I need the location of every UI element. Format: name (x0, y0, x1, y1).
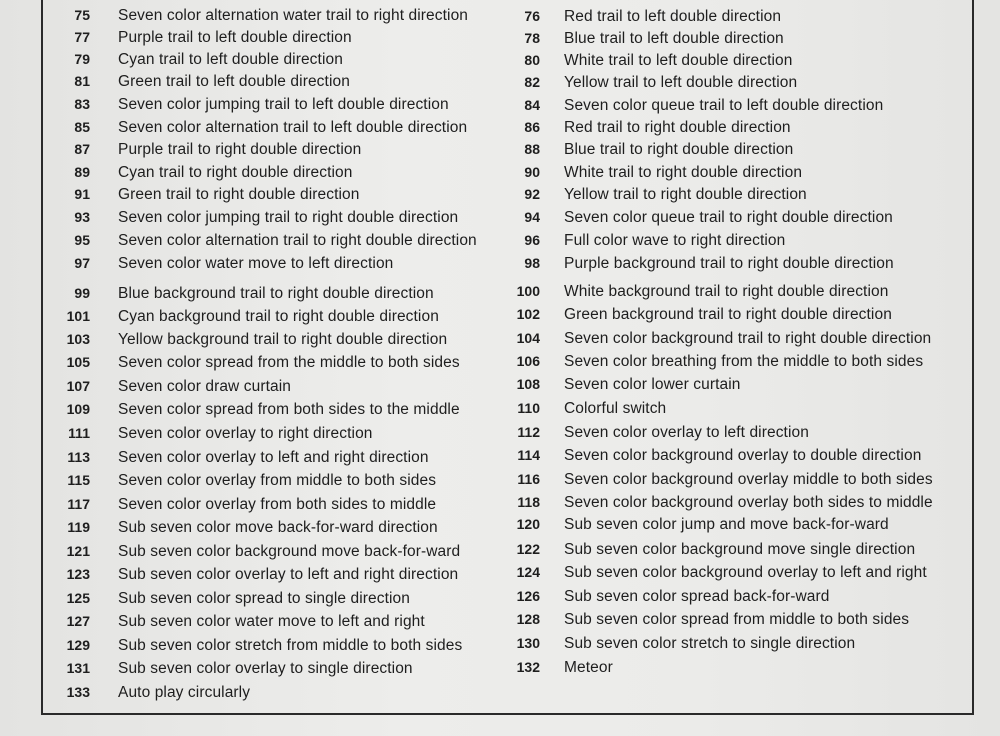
mode-description: Seven color overlay from middle to both sides (118, 472, 437, 489)
mode-description: Seven color breathing from the middle to both sides (564, 353, 924, 370)
mode-description: Seven color alternation trail to left double direction (118, 119, 468, 136)
mode-number: 112 (517, 424, 540, 440)
mode-number: 132 (516, 659, 540, 675)
mode-number: 85 (74, 119, 90, 135)
mode-entry (510, 282, 888, 301)
mode-number: 82 (524, 74, 540, 90)
mode-number: 88 (524, 141, 540, 157)
mode-entry (56, 659, 413, 678)
mode-description: Seven color overlay to left direction (564, 424, 809, 441)
mode-description: Purple background trail to right double direction (564, 255, 894, 272)
mode-entry (510, 208, 893, 227)
mode-entry (56, 353, 460, 372)
mode-entry (510, 515, 889, 534)
mode-number: 116 (517, 471, 540, 487)
mode-number: 94 (524, 209, 540, 225)
mode-number: 126 (516, 588, 540, 604)
mode-description: White background trail to right double direction (564, 283, 889, 300)
mode-entry (56, 6, 468, 25)
mode-entry (56, 542, 460, 561)
mode-entry (510, 587, 830, 606)
mode-entry (56, 72, 350, 91)
mode-entry (510, 305, 892, 324)
mode-description: Sub seven color overlay to left and right direction (118, 566, 459, 583)
mode-description: Sub seven color jump and move back-for-ward (564, 516, 889, 533)
mode-number: 95 (74, 232, 90, 248)
mode-number: 125 (66, 590, 90, 606)
mode-number: 121 (66, 543, 90, 559)
mode-entry (510, 7, 781, 26)
mode-number: 103 (66, 331, 90, 347)
mode-description: Seven color lower curtain (564, 376, 741, 393)
mode-entry (56, 28, 352, 47)
mode-entry (56, 424, 373, 443)
mode-entry (510, 563, 927, 582)
mode-number: 127 (66, 613, 90, 629)
mode-number: 86 (524, 119, 540, 135)
mode-entry (56, 307, 439, 326)
mode-description: Seven color spread from both sides to the middle (118, 401, 460, 418)
mode-entry (56, 330, 447, 349)
mode-entry (510, 470, 933, 489)
mode-number: 113 (67, 449, 90, 465)
mode-entry (510, 163, 802, 182)
mode-entry (56, 140, 361, 159)
mode-description: Green trail to right double direction (118, 186, 360, 203)
mode-description: Seven color alternation water trail to right direction (118, 7, 469, 24)
mode-description: Yellow trail to left double direction (564, 74, 798, 91)
mode-description: Sub seven color background overlay to left and right (564, 564, 927, 581)
mode-number: 129 (66, 637, 90, 653)
mode-number: 101 (66, 308, 90, 324)
mode-description: Seven color overlay to right direction (118, 425, 373, 442)
mode-description: Full color wave to right direction (564, 232, 786, 249)
mode-description: Seven color jumping trail to left double direction (118, 96, 449, 113)
mode-description: Red trail to right double direction (564, 119, 791, 136)
mode-description: Auto play circularly (118, 684, 251, 701)
mode-number: 120 (516, 516, 540, 532)
mode-entry (510, 73, 797, 92)
mode-description: Sub seven color water move to left and right (118, 613, 425, 630)
mode-description: Meteor (564, 659, 613, 676)
mode-entry (56, 231, 477, 250)
mode-description: Sub seven color stretch to single direction (564, 635, 856, 652)
mode-number: 81 (74, 73, 90, 89)
mode-entry (56, 208, 458, 227)
mode-description: Green background trail to right double direction (564, 306, 892, 323)
mode-description: Seven color overlay to left and right direction (118, 449, 429, 466)
mode-entry (510, 140, 793, 159)
mode-entry (56, 185, 360, 204)
mode-number: 108 (516, 376, 540, 392)
mode-entry (56, 495, 436, 514)
mode-description: Seven color jumping trail to right double direction (118, 209, 459, 226)
mode-entry (510, 375, 741, 394)
mode-entry (510, 658, 613, 677)
mode-description: Green trail to left double direction (118, 73, 350, 90)
mode-entry (56, 377, 291, 396)
mode-number: 75 (74, 7, 90, 23)
mode-number: 124 (516, 564, 540, 580)
mode-description: Sub seven color spread to single direction (118, 590, 410, 607)
mode-number: 99 (74, 285, 90, 301)
mode-description: Seven color background overlay to double direction (564, 447, 922, 464)
mode-number: 89 (74, 164, 90, 180)
mode-number: 92 (524, 186, 540, 202)
mode-entry (510, 51, 792, 70)
mode-entry (510, 185, 807, 204)
mode-description: Sub seven color overlay to single direction (118, 660, 413, 677)
mode-entry (510, 96, 883, 115)
mode-number: 91 (74, 186, 90, 202)
mode-entry (56, 118, 467, 137)
mode-description: Sub seven color background move single direction (564, 541, 916, 558)
mode-description: White trail to right double direction (564, 164, 803, 181)
mode-number: 106 (516, 353, 540, 369)
mode-description: Seven color spread from the middle to both sides (118, 354, 460, 371)
mode-number: 105 (66, 354, 90, 370)
mode-number: 111 (68, 425, 90, 441)
mode-entry (56, 50, 343, 69)
mode-entry (56, 471, 436, 490)
mode-entry (56, 589, 410, 608)
mode-entry (510, 446, 921, 465)
mode-entry (510, 399, 666, 418)
mode-entry (510, 231, 785, 250)
mode-entry (510, 329, 931, 348)
mode-description: Sub seven color spread from middle to both sides (564, 611, 910, 628)
mode-entry (56, 612, 425, 631)
mode-number: 77 (74, 29, 90, 45)
mode-number: 131 (66, 660, 90, 676)
mode-number: 98 (524, 255, 540, 271)
mode-description: Yellow background trail to right double direction (118, 331, 448, 348)
mode-number: 96 (524, 232, 540, 248)
mode-number: 83 (74, 96, 90, 112)
mode-description: Purple trail to right double direction (118, 141, 362, 158)
mode-number: 84 (524, 97, 540, 113)
mode-description: Seven color overlay from both sides to middle (118, 496, 437, 513)
mode-entry (56, 518, 438, 537)
mode-entry (510, 540, 915, 559)
mode-entry (56, 565, 458, 584)
mode-entry (510, 29, 784, 48)
mode-description: Seven color queue trail to left double direction (564, 97, 884, 114)
mode-number: 79 (74, 51, 90, 67)
mode-description: Sub seven color move back-for-ward direction (118, 519, 438, 536)
mode-description: Purple trail to left double direction (118, 29, 352, 46)
mode-description: Yellow trail to right double direction (564, 186, 807, 203)
mode-description: Blue background trail to right double direction (118, 285, 434, 302)
mode-entry (510, 493, 933, 512)
mode-description: Sub seven color spread back-for-ward (564, 588, 830, 605)
mode-description: Sub seven color stretch from middle to both sides (118, 637, 463, 654)
mode-number: 123 (66, 566, 90, 582)
mode-entry (510, 423, 809, 442)
mode-entry (510, 610, 909, 629)
mode-number: 114 (517, 447, 540, 463)
mode-number: 115 (67, 472, 90, 488)
mode-entry (510, 352, 923, 371)
mode-number: 118 (517, 494, 540, 510)
mode-number: 110 (517, 400, 540, 416)
mode-entry (56, 284, 434, 303)
mode-entry (56, 636, 462, 655)
mode-number: 133 (66, 684, 90, 700)
mode-number: 130 (516, 635, 540, 651)
mode-entry (510, 634, 855, 653)
mode-number: 104 (516, 330, 540, 346)
mode-description: Colorful switch (564, 400, 667, 417)
mode-number: 100 (516, 283, 540, 299)
mode-number: 107 (66, 378, 90, 394)
mode-number: 78 (524, 30, 540, 46)
mode-entry (56, 448, 429, 467)
mode-entry (56, 254, 393, 273)
mode-number: 87 (74, 141, 90, 157)
mode-entry (510, 254, 894, 273)
mode-entry (56, 95, 449, 114)
mode-number: 119 (67, 519, 90, 535)
mode-number: 117 (67, 496, 90, 512)
mode-number: 102 (516, 306, 540, 322)
mode-number: 97 (74, 255, 90, 271)
mode-description: Seven color draw curtain (118, 378, 291, 395)
mode-description: White trail to left double direction (564, 52, 793, 69)
mode-description: Sub seven color background move back-for-ward (118, 543, 461, 560)
mode-description: Red trail to left double direction (564, 8, 782, 25)
mode-description: Blue trail to left double direction (564, 30, 784, 47)
mode-number: 122 (516, 541, 540, 557)
mode-number: 90 (524, 164, 540, 180)
mode-description: Seven color queue trail to right double direction (564, 209, 893, 226)
mode-entry (510, 118, 791, 137)
mode-description: Blue trail to right double direction (564, 141, 794, 158)
mode-entry (56, 163, 353, 182)
mode-number: 80 (524, 52, 540, 68)
mode-number: 128 (516, 611, 540, 627)
mode-number: 93 (74, 209, 90, 225)
mode-entry (56, 400, 460, 419)
mode-description: Cyan background trail to right double direction (118, 308, 439, 325)
mode-entry (56, 683, 250, 702)
mode-description: Cyan trail to right double direction (118, 164, 353, 181)
mode-description: Seven color background trail to right double direction (564, 330, 932, 347)
mode-description: Cyan trail to left double direction (118, 51, 343, 68)
mode-description: Seven color water move to left direction (118, 255, 394, 272)
mode-description: Seven color alternation trail to right double direction (118, 232, 477, 249)
mode-description: Seven color background overlay middle to both sides (564, 471, 933, 488)
mode-number: 109 (66, 401, 90, 417)
mode-number: 76 (524, 8, 540, 24)
mode-description: Seven color background overlay both sides to middle (564, 494, 933, 511)
